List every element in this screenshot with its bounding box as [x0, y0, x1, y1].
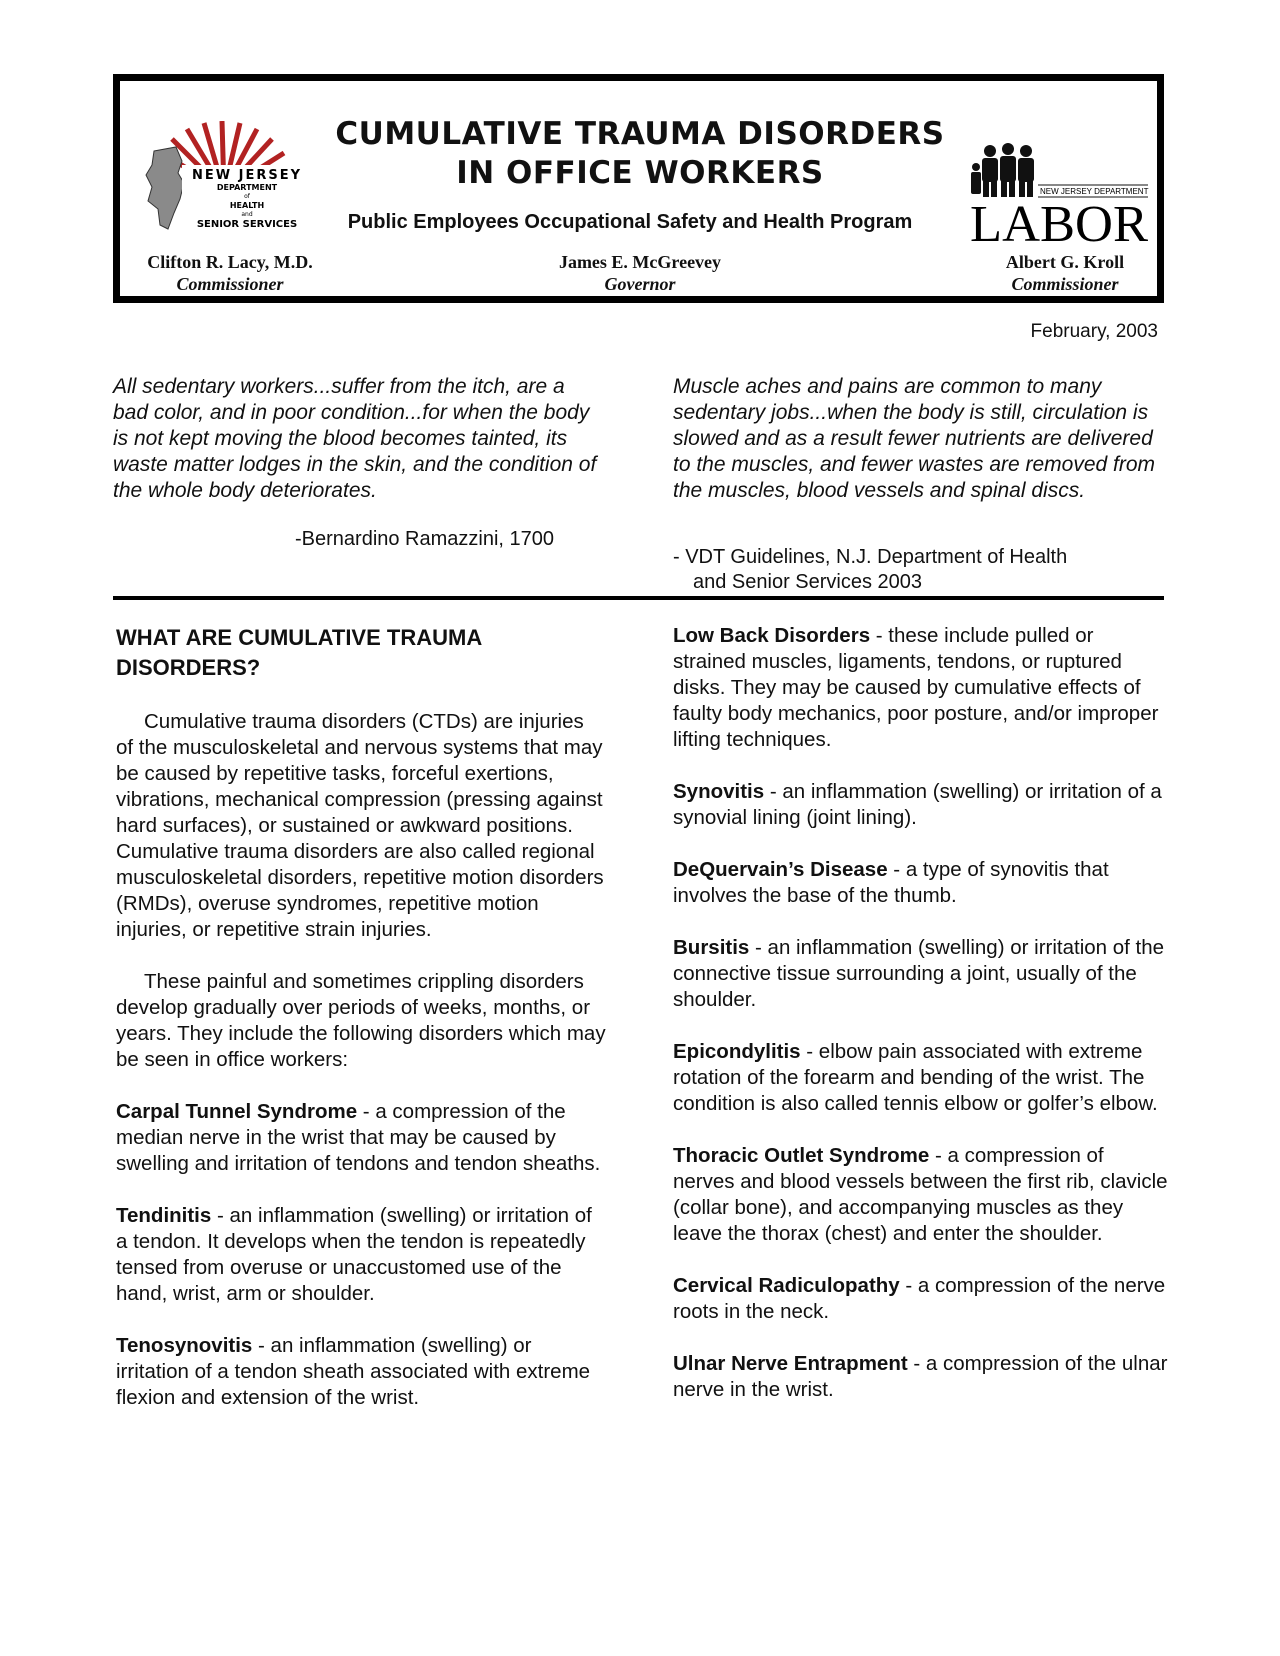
disorder-tendinitis — [116, 1203, 606, 1307]
disorder-carpal-tunnel — [116, 1099, 606, 1177]
disorder-term: Bursitis — [673, 936, 750, 959]
workers-silhouette-icon — [971, 143, 1034, 197]
official-role: Commissioner — [1011, 274, 1119, 294]
disorder-description: - a type of synovitis that involves the base of the thumb. — [673, 858, 1109, 907]
disorder-description: - an inflammation (swelling) or irritation of the connective tissue surrounding a joint, usually of the shoulder. — [673, 936, 1165, 1011]
svg-text:and: and — [241, 211, 253, 218]
disorder-epicondylitis — [673, 1039, 1168, 1117]
disorder-term: Synovitis — [673, 780, 765, 803]
disorder-term: Thoracic Outlet Syndrome — [673, 1144, 930, 1167]
disorder-description: - a compression of nerves and blood vessels between the first rib, clavicle (collar bone), and accompanying muscles as they leave the thorax (chest) and enter the shoulder. — [673, 1144, 1168, 1245]
disorder-description: - elbow pain associated with extreme rotation of the forearm and bending of the wrist. The condition is also called tennis elbow or golfer’s elbow. — [673, 1040, 1158, 1115]
svg-text:NEW JERSEY: NEW JERSEY — [191, 168, 303, 183]
disorder-term: Tenosynovitis — [116, 1334, 253, 1357]
document-title — [300, 115, 980, 193]
disorder-description: - an inflammation (swelling) or irritation of a synovial lining (joint lining). — [673, 780, 1162, 829]
official-name: James E. McGreevey — [558, 252, 722, 272]
disorder-term: Low Back Disorders — [673, 624, 871, 647]
disorder-description: - these include pulled or strained muscles, ligaments, tendons, or ruptured disks. They may be caused by cumulative effects of faulty body mechanics, poor posture, and/or improper lifting techniques. — [673, 624, 1159, 751]
disorder-term: DeQuervain’s Disease — [673, 858, 888, 881]
disorder-description: - an inflammation (swelling) or irritation of a tendon sheath associated with extreme flexion and extension of the wrist. — [116, 1334, 591, 1409]
attribution-line-2: and Senior Services 2003 — [693, 571, 923, 593]
title-line-1: CUMULATIVE TRAUMA DISORDERS — [335, 116, 945, 152]
disorder-tenosynovitis — [116, 1333, 606, 1411]
svg-text:DEPARTMENT: DEPARTMENT — [216, 183, 278, 192]
disorder-term: Ulnar Nerve Entrapment — [673, 1352, 908, 1375]
disorder-term: Epicondylitis — [673, 1040, 801, 1063]
svg-text:HEALTH: HEALTH — [229, 201, 265, 210]
new-jersey-state-icon — [146, 147, 184, 229]
right-column — [673, 623, 1168, 1429]
disorder-thoracic-outlet — [673, 1143, 1168, 1247]
official-kroll — [975, 251, 1155, 295]
section-divider — [113, 596, 1164, 600]
disorder-description: - a compression of the median nerve in the wrist that may be caused by swelling and irritation of tendons and tendon sheaths. — [116, 1100, 601, 1175]
official-lacy — [130, 251, 330, 295]
svg-text:SENIOR SERVICES: SENIOR SERVICES — [196, 219, 298, 230]
intro-paragraph-1: Cumulative trauma disorders (CTDs) are injuries of the musculoskeletal and nervous systems that may be caused by repetitive tasks, forceful exertions, vibrations, mechanical compression (pressing against hard surfaces), or sustained or awkward positions. Cumulative trauma disorders are also called regional musculoskeletal disorders, repetitive motion disorders (RMDs), overuse syndromes, repetitive motion injuries, or repetitive strain injuries. — [116, 710, 604, 941]
svg-text:NEW JERSEY DEPARTMENT: NEW JERSEY DEPARTMENT — [1040, 187, 1149, 196]
svg-text:of: of — [244, 193, 250, 200]
quote-attribution-vdt — [673, 545, 1153, 595]
svg-text:LABOR: LABOR — [970, 196, 1149, 246]
disorder-synovitis — [673, 779, 1168, 831]
nj-health-logo — [132, 121, 317, 239]
disorder-low-back — [673, 623, 1168, 753]
section-heading: WHAT ARE CUMULATIVE TRAUMA DISORDERS? — [116, 625, 482, 680]
disorder-term: Tendinitis — [116, 1204, 212, 1227]
disorder-bursitis — [673, 935, 1168, 1013]
disorder-term: Carpal Tunnel Syndrome — [116, 1100, 358, 1123]
title-line-2: IN OFFICE WORKERS — [456, 155, 824, 191]
quote-attribution-ramazzini: -Bernardino Ramazzini, 1700 — [295, 528, 555, 550]
official-role: Commissioner — [176, 274, 284, 294]
letterhead — [113, 74, 1164, 303]
left-column — [116, 623, 606, 1437]
disorder-description: - an inflammation (swelling) or irritation of a tendon. It develops when the tendon is repeatedly tensed from overuse or unaccustomed use of the hand, wrist, arm or shoulder. — [116, 1204, 592, 1305]
official-role: Governor — [604, 274, 676, 294]
publication-date: February, 2003 — [1030, 321, 1158, 342]
quote-ramazzini: All sedentary workers...suffer from the itch, are a bad color, and in poor condition...for when the body is not kept moving the blood becomes tainted, its waste matter lodges in the skin, and the condition of the whole body deteriorates. — [113, 375, 597, 502]
disorder-dequervain — [673, 857, 1168, 909]
disorder-description: - a compression of the ulnar nerve in the wrist. — [673, 1352, 1168, 1401]
disorder-term: Cervical Radiculopathy — [673, 1274, 900, 1297]
official-name: Clifton R. Lacy, M.D. — [147, 252, 313, 272]
quote-vdt-guidelines: Muscle aches and pains are common to many sedentary jobs...when the body is still, circulation is slowed and as a result fewer nutrients are delivered to the muscles, and fewer wastes are removed from the muscles, blood vessels and spinal discs. — [673, 375, 1156, 502]
program-name: Public Employees Occupational Safety and Health Program — [347, 211, 913, 233]
intro-paragraph-2: These painful and sometimes crippling disorders develop gradually over periods of weeks, months, or years. They include the following disorders which may be seen in office workers: — [116, 970, 606, 1071]
disorder-cervical-radiculopathy — [673, 1273, 1168, 1325]
official-name: Albert G. Kroll — [1005, 252, 1125, 272]
disorder-description: - a compression of the nerve roots in the neck. — [673, 1274, 1166, 1323]
official-mcgreevey — [515, 251, 765, 295]
disorder-ulnar-nerve — [673, 1351, 1168, 1403]
attribution-line-1: - VDT Guidelines, N.J. Department of Health — [673, 546, 1068, 568]
nj-labor-logo — [968, 141, 1153, 246]
